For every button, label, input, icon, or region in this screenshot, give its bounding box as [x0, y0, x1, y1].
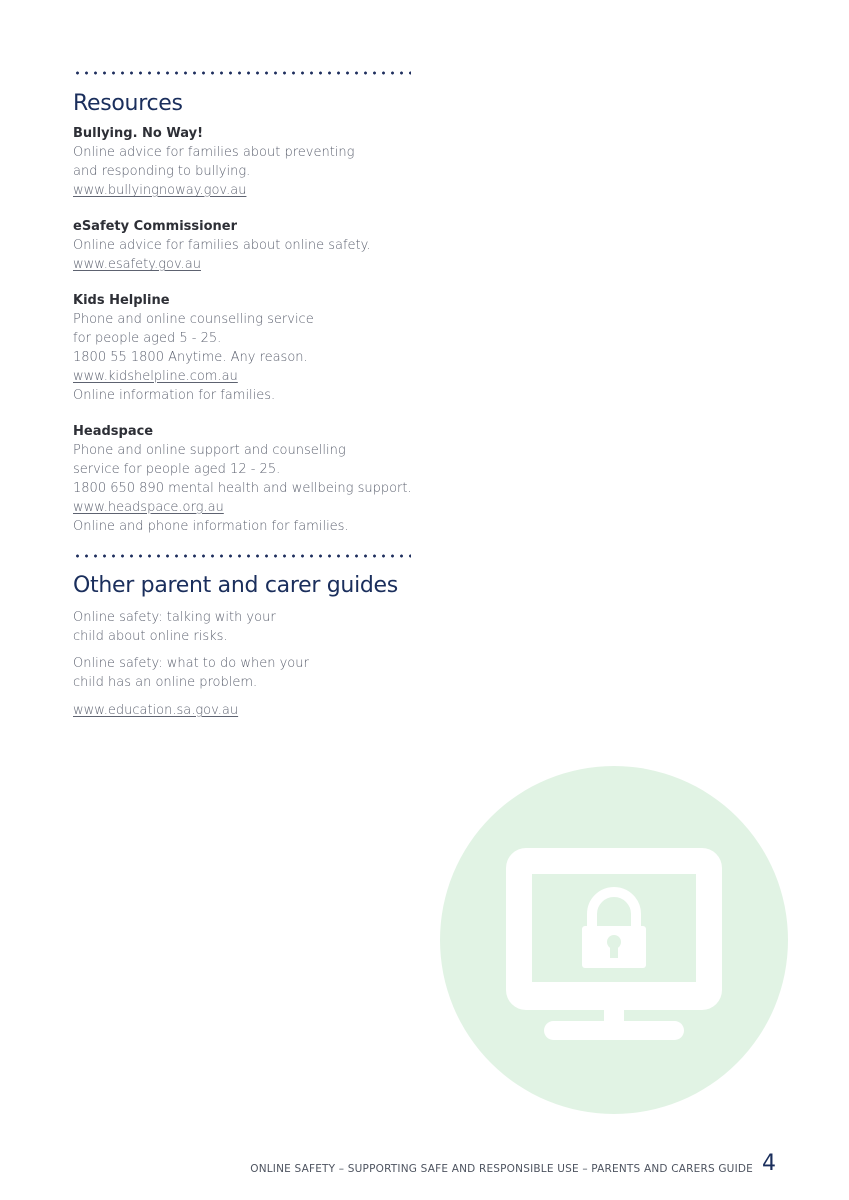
guide-item: [73, 654, 309, 692]
resource-desc: and responding to bullying.: [73, 164, 251, 179]
resource-title: eSafety Commissioner: [73, 219, 238, 234]
guides-section: [73, 572, 433, 722]
guide-link-wrap: [73, 701, 238, 720]
resources-section: [73, 90, 433, 540]
resource-entry-bullying: [73, 124, 354, 200]
guide-text: Online safety: what to do when your: [73, 656, 309, 671]
resource-desc: Phone and online counselling service: [73, 312, 314, 327]
resource-link[interactable]: www.kidshelpline.com.au: [73, 369, 238, 384]
security-badge: [440, 766, 788, 1114]
resources-heading: Resources: [73, 91, 183, 116]
guide-text: child about online risks.: [73, 629, 228, 644]
resource-desc: Online advice for families about online safety.: [73, 238, 371, 253]
footer-title: ONLINE SAFETY – SUPPORTING SAFE AND RESPONSIBLE USE – PARENTS AND CARERS GUIDE: [250, 1163, 753, 1175]
resource-desc: service for people aged 12 - 25.: [73, 462, 281, 477]
divider-guides: [73, 554, 411, 558]
guides-heading: Other parent and carer guides: [73, 573, 398, 598]
guide-text: Online safety: talking with your: [73, 610, 276, 625]
resource-note: Online and phone information for families.: [73, 519, 349, 534]
resource-desc: Phone and online support and counselling: [73, 443, 346, 458]
resource-desc: for people aged 5 - 25.: [73, 331, 222, 346]
resource-entry-headspace: [73, 422, 412, 536]
resource-link[interactable]: www.bullyingnoway.gov.au: [73, 183, 247, 198]
resource-title: Bullying. No Way!: [73, 126, 204, 141]
resource-desc: Online advice for families about preventing: [73, 145, 355, 160]
resource-entry-kids-helpline: [73, 291, 314, 405]
resource-note: Online information for families.: [73, 388, 276, 403]
guides-link[interactable]: www.education.sa.gov.au: [73, 703, 239, 718]
resource-entry-esafety: [73, 217, 371, 274]
resource-title: Headspace: [73, 424, 154, 439]
page-number: 4: [762, 1151, 776, 1176]
resource-title: Kids Helpline: [73, 293, 170, 308]
resource-link[interactable]: www.esafety.gov.au: [73, 257, 201, 272]
monitor-lock-icon: [440, 766, 788, 1114]
resource-link[interactable]: www.headspace.org.au: [73, 500, 224, 515]
divider-top: [73, 71, 411, 75]
resource-desc: 1800 55 1800 Anytime. Any reason.: [73, 350, 308, 365]
guide-item: [73, 608, 276, 646]
resource-desc: 1800 650 890 mental health and wellbeing support.: [73, 481, 412, 496]
guide-text: child has an online problem.: [73, 675, 258, 690]
